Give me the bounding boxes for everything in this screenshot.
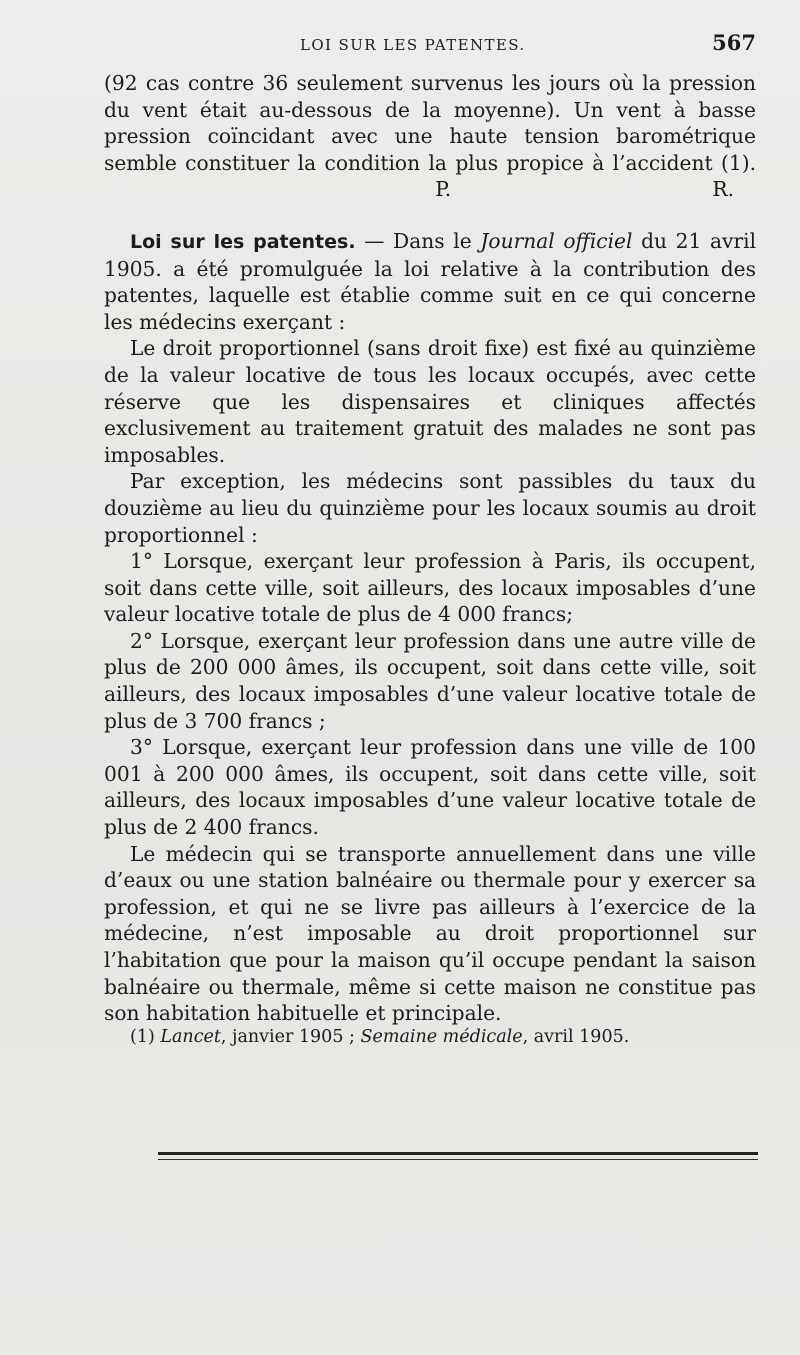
previous-article-text: (92 cas contre 36 seulement survenus les jours où la pression du vent était au-dessous de la moyenne). Un vent à basse pression coïncidant avec une haute tension barométrique semble constituer la condition la plus propice à l’accident (1). [104, 71, 756, 175]
paragraph-exception: Par exception, les médecins sont passibles du taux du douzième au lieu du quinzième pour les locaux soumis au droit proportionnel : [104, 469, 756, 547]
section-divider-thin [158, 1159, 758, 1160]
footnote-source-lancet: Lancet [160, 1027, 221, 1047]
body-text [104, 70, 756, 1027]
footnote-source-semaine: Semaine médicale [360, 1027, 523, 1047]
running-title: LOI SUR LES PATENTES. [300, 36, 526, 54]
article-intro-text: du 21 avril 1905. a été promulguée la loi relative à la contribution des patentes, laquelle est établie comme suit en ce qui concerne les médecins exerçant : [104, 228, 757, 334]
author-initials: P. R. [435, 177, 734, 202]
article-title-dash: — Dans le [364, 228, 472, 253]
paragraph-case-large-city: 2° Lorsque, exerçant leur profession dans une autre ville de plus de 200 000 âmes, ils occupent, soit dans cette ville, soit ailleurs, des locaux imposables d’une valeur locative totale de plus de 3 700 francs ; [104, 628, 756, 733]
previous-article-ending [104, 70, 756, 203]
footnote-number: (1) [130, 1027, 155, 1047]
article-intro [104, 228, 756, 335]
page-header [104, 30, 756, 62]
article-title: Loi sur les patentes. [130, 230, 356, 253]
footnote-source-semaine-date: , avril 1905. [522, 1027, 630, 1047]
footnote-source-lancet-date: , janvier 1905 ; [220, 1027, 355, 1047]
section-divider-thick [158, 1152, 758, 1155]
journal-name: Journal officiel [480, 228, 633, 253]
paragraph-spa-doctor: Le médecin qui se transporte annuellement dans une ville d’eaux ou une station balnéaire ou thermale pour y exercer sa profession, et qui ne se livre pas ailleurs à l’exercice de la médecine, n’est imposable au droit proportionnel sur l’habitation que pour la maison qu’il occupe pendant la saison balnéaire ou thermale, même si cette maison ne constitue pas son habitation habituelle et principale. [104, 841, 756, 1026]
footnote [130, 1026, 750, 1048]
paragraph-proportional-duty: Le droit proportionnel (sans droit fixe) est fixé au quinzième de la valeur locative de tous les locaux occupés, avec cette réserve que les dispensaires et cliniques affectés exclusivement au traitement gratuit des malades ne sont pas imposables. [104, 336, 756, 467]
paragraph-case-medium-city: 3° Lorsque, exerçant leur profession dans une ville de 100 001 à 200 000 âmes, ils occupent, soit dans cette ville, soit ailleurs, des locaux imposables d’une valeur locative totale de plus de 2 400 francs. [104, 735, 756, 840]
page-number: 567 [712, 30, 756, 55]
paragraph-case-paris: 1° Lorsque, exerçant leur profession à Paris, ils occupent, soit dans cette ville, soit ailleurs, des locaux imposables d’une valeur locative totale de plus de 4 000 francs; [104, 549, 756, 627]
